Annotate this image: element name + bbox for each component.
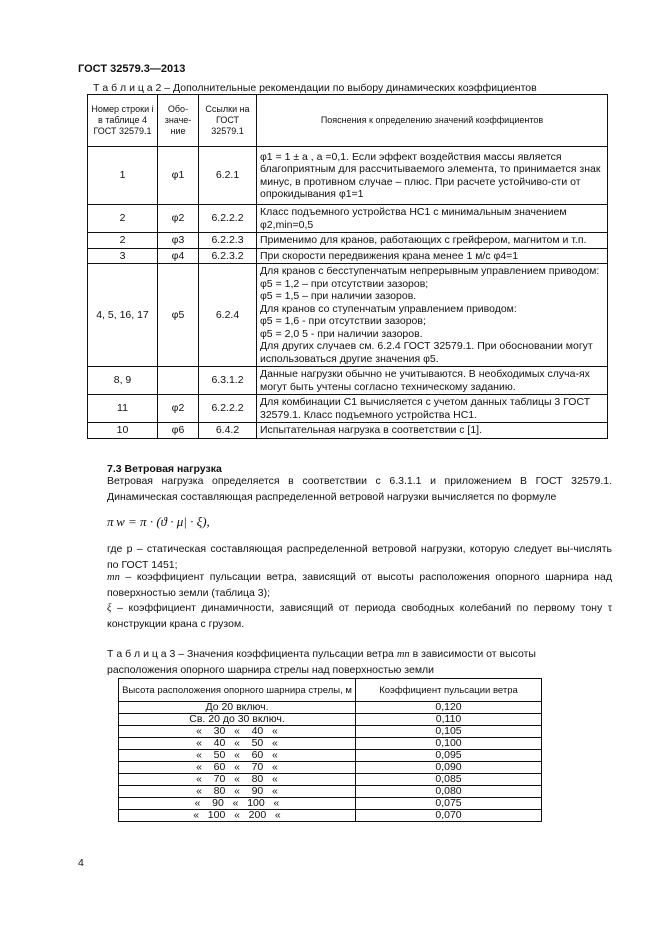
page-number: 4 (78, 857, 84, 869)
row-num: 3 (88, 248, 158, 264)
table3-caption-symbol: mп (396, 649, 410, 660)
table-row (88, 233, 608, 249)
row-height: « 40 « 50 « (119, 738, 356, 750)
table2-header-num: Номер строки i в таблице 4 ГОСТ 32579.1 (88, 95, 158, 147)
row-height: « 100 « 200 « (119, 810, 356, 822)
table-row (119, 762, 542, 774)
table3-caption-tail: в зависимости от высоты (409, 648, 536, 660)
row-note: Данные нагрузки обычно не учитываются. В необходимых случа-ях могут быть учтены согласно техническому заданию. (257, 367, 608, 395)
table2-header-ref: Ссылки на ГОСТ 32579.1 (199, 95, 257, 147)
row-coef: 0,090 (356, 762, 542, 774)
row-ref: 6.3.1.2 (199, 367, 257, 395)
row-height: « 60 « 70 « (119, 762, 356, 774)
section-title: 7.3 Ветровая нагрузка (107, 463, 222, 475)
table2-header-note: Пояснения к определению значений коэффициентов (257, 95, 608, 147)
table2-caption (93, 82, 537, 94)
row-num: 2 (88, 205, 158, 233)
row-sym: φ3 (158, 233, 199, 249)
row-height: Св. 20 до 30 включ. (119, 714, 356, 726)
row-coef: 0,100 (356, 738, 542, 750)
table-row (88, 423, 608, 439)
row-coef: 0,095 (356, 750, 542, 762)
row-ref: 6.4.2 (199, 423, 257, 439)
row-sym (158, 367, 199, 395)
row-height: « 90 « 100 « (119, 798, 356, 810)
table-row (119, 786, 542, 798)
wind-formula: π w = π · (ϑ · μ| · ξ), (107, 514, 210, 529)
table2 (87, 94, 608, 439)
row-coef: 0,105 (356, 726, 542, 738)
table-row (88, 367, 608, 395)
row-height: « 30 « 40 « (119, 726, 356, 738)
row-num: 8, 9 (88, 367, 158, 395)
row-note: Класс подъемного устройства НС1 с минимальным значением φ2,min=0,5 (257, 205, 608, 233)
row-note: При скорости передвижения крана менее 1 м/с φ4=1 (257, 248, 608, 264)
table3 (118, 678, 542, 822)
row-coef: 0,080 (356, 786, 542, 798)
table-row (119, 738, 542, 750)
row-ref: 6.2.2.2 (199, 205, 257, 233)
where-p-paragraph: где p – статическая составляющая распределенной ветровой нагрузки, которую следует вы-числять по ГОСТ 1451; (107, 543, 612, 571)
row-sym: φ6 (158, 423, 199, 439)
table2-header-sym: Обо-значе-ние (158, 95, 199, 147)
table2-caption-label: Т а б л и ц а 2 (93, 82, 162, 94)
table3-header-height: Высота расположения опорного шарнира стрелы, м (119, 679, 356, 702)
row-note: Для комбинации С1 вычисляется с учетом данных таблицы 3 ГОСТ 32579.1. Класс подъемного устройства НС1. (257, 395, 608, 423)
row-note: Для кранов с бесступенчатым непрерывным управлением приводом: φ5 = 1,2 – при отсутствии зазоров; φ5 = 1,5 – при наличии зазоров. Для кранов со ступенчатым управлением приводом: φ5 = 1,6 - при отсутствии зазоров; φ5 = 2,0 5 - при наличии зазоров. Для других случаев см. 6.2.4 ГОСТ 32579.1. При обосновании могут использоваться другие значения φ5. (257, 264, 608, 367)
table-row (88, 205, 608, 233)
table-row (88, 395, 608, 423)
row-coef: 0,110 (356, 714, 542, 726)
row-num: 1 (88, 147, 158, 205)
row-height: « 50 « 60 « (119, 750, 356, 762)
table-row (119, 726, 542, 738)
row-coef: 0,070 (356, 810, 542, 822)
table-row (119, 750, 542, 762)
row-num: 2 (88, 233, 158, 249)
table-row (88, 248, 608, 264)
row-ref: 6.2.4 (199, 264, 257, 367)
row-height: « 70 « 80 « (119, 774, 356, 786)
row-sym: φ2 (158, 395, 199, 423)
row-note: Испытательная нагрузка в соответствии с [1]. (257, 423, 608, 439)
row-note: φ1 = 1 ± a , a =0,1. Если эффект воздействия массы является благоприятным для рассчитываемого элемента, то принимается знак минус, в противном случае – плюс. При расчете устойчиво-сти от опрокидывания φ1=1 (257, 147, 608, 205)
table3-header-coef: Коэффициент пульсации ветра (356, 679, 542, 702)
table3-caption-label: Т а б л и ц а 3 (107, 648, 176, 660)
row-sym: φ2 (158, 205, 199, 233)
row-coef: 0,120 (356, 702, 542, 714)
row-note: Применимо для кранов, работающих с грейфером, магнитом и т.п. (257, 233, 608, 249)
row-sym: φ4 (158, 248, 199, 264)
table3-caption-text: – Значения коэффициента пульсации ветра (175, 648, 397, 660)
table-row (119, 810, 542, 822)
mn-symbol: mп (107, 572, 120, 583)
row-height: До 20 включ. (119, 702, 356, 714)
table-row (88, 147, 608, 205)
row-ref: 6.2.1 (199, 147, 257, 205)
table3-caption-line2: расположения опорного шарнира стрелы над поверхностью земли (107, 664, 435, 676)
table-row (119, 702, 542, 714)
table-row (119, 774, 542, 786)
row-sym: φ1 (158, 147, 199, 205)
table-row (119, 798, 542, 810)
row-ref: 6.2.2.3 (199, 233, 257, 249)
row-num: 10 (88, 423, 158, 439)
row-ref: 6.2.2.2 (199, 395, 257, 423)
table2-header-row (88, 95, 608, 147)
where-xi-paragraph (107, 601, 612, 632)
table-row (119, 714, 542, 726)
row-num: 4, 5, 16, 17 (88, 264, 158, 367)
row-height: « 80 « 90 « (119, 786, 356, 798)
table-row (88, 264, 608, 367)
mn-text: – коэффициент пульсации ветра, зависящий от высоты расположения опорного шарнира над поверхностью земли (таблица 3); (107, 571, 612, 599)
row-sym: φ5 (158, 264, 199, 367)
table3-header-row (119, 679, 542, 702)
document-header: ГОСТ 32579.3—2013 (78, 63, 186, 75)
section-paragraph: Ветровая нагрузка определяется в соответствии с 6.3.1.1 и приложением В ГОСТ 32579.1. Динамическая составляющая распределенной ветровой нагрузки вычисляется по формуле (107, 475, 612, 503)
where-mn-paragraph (107, 570, 612, 601)
table2-caption-text: – Дополнительные рекомендации по выбору динамических коэффициентов (161, 82, 537, 94)
row-coef: 0,085 (356, 774, 542, 786)
row-num: 11 (88, 395, 158, 423)
xi-symbol: ξ (107, 603, 112, 614)
row-ref: 6.2.3.2 (199, 248, 257, 264)
row-coef: 0,075 (356, 798, 542, 810)
xi-text: – коэффициент динамичности, зависящий от периода свободных колебаний по первому тону τ конструкции крана с грузом. (107, 602, 612, 630)
table3-caption (107, 648, 536, 660)
